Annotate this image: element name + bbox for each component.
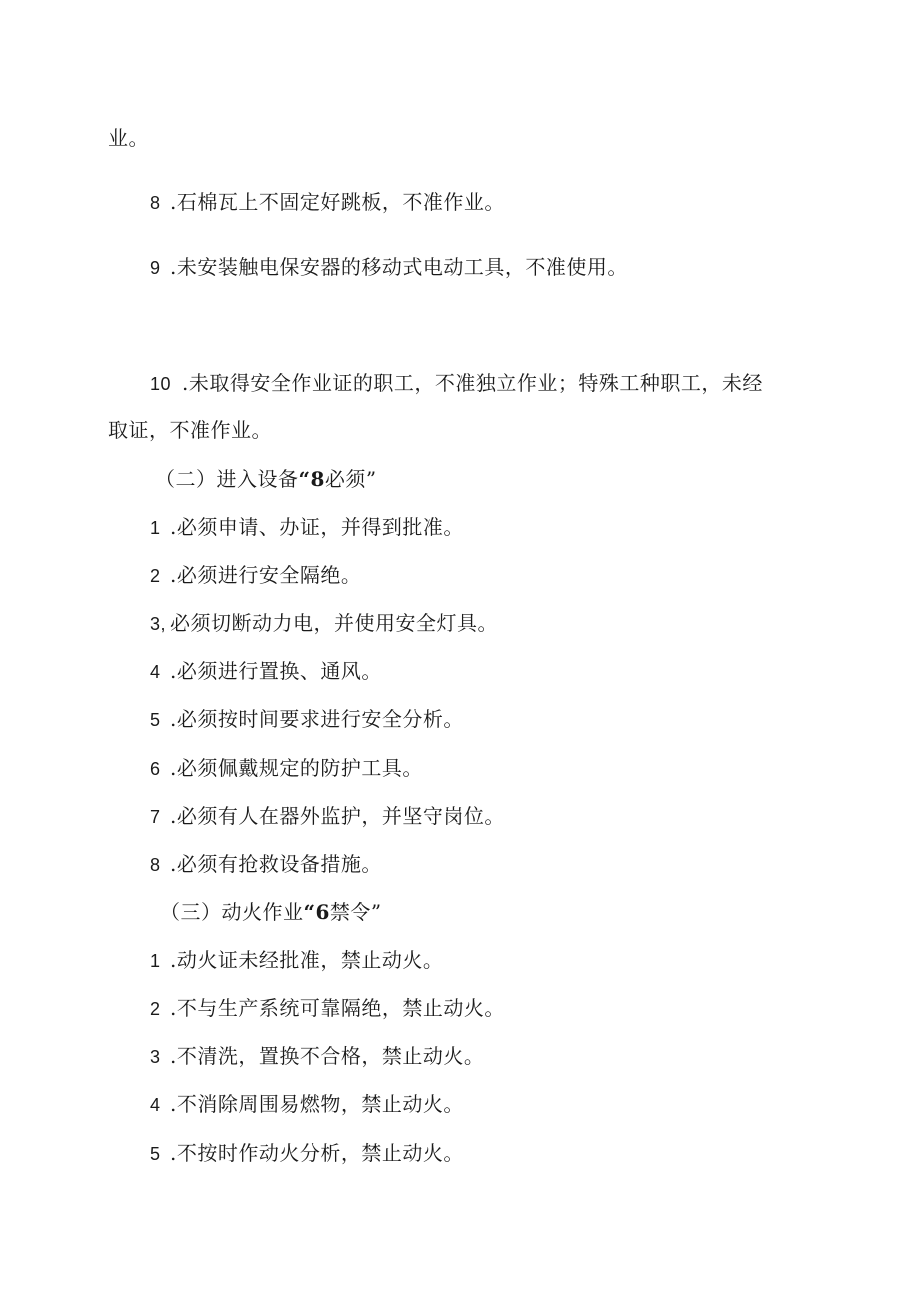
- item-number: 1: [150, 518, 161, 538]
- item-text: .未安装触电保安器的移动式电动工具，不准使用。: [170, 255, 628, 279]
- ban-item-4: [150, 1090, 464, 1119]
- heading-bold: “8: [298, 467, 325, 491]
- ban-item-3: [150, 1042, 484, 1071]
- item-number: 4: [150, 1095, 161, 1115]
- item-number: 3: [150, 1047, 161, 1067]
- heading-text-end: 必须”: [324, 467, 377, 491]
- heading-text: （三）动火作业: [160, 900, 304, 924]
- heading-bold: “6: [303, 900, 330, 924]
- item-text: .动火证未经批准，禁止动火。: [170, 948, 444, 972]
- item-number: 4: [150, 662, 161, 682]
- item-text: .必须进行置换、通风。: [170, 659, 382, 683]
- must-item-4: [150, 657, 382, 686]
- item-text: 必须切断动力电，并使用安全灯具。: [170, 611, 498, 635]
- item-number: 3,: [150, 614, 167, 634]
- heading-text: （二）进入设备: [155, 467, 299, 491]
- section-heading-equipment-entry: [155, 465, 377, 493]
- item-number: 1: [150, 951, 161, 971]
- rule-item-10: [150, 369, 763, 398]
- item-text: .必须佩戴规定的防护工具。: [170, 756, 423, 780]
- ban-item-2: [150, 994, 505, 1023]
- item-text: .必须申请、办证，并得到批准。: [170, 515, 464, 539]
- ban-item-1: [150, 946, 443, 975]
- rule-item-8: [150, 188, 505, 217]
- heading-text-end: 禁令”: [329, 900, 382, 924]
- must-item-6: [150, 754, 423, 783]
- must-item-1: [150, 513, 464, 542]
- rule-item-9: [150, 253, 628, 282]
- item-text: .必须按时间要求进行安全分析。: [170, 707, 464, 731]
- item-text: .不清洗，置换不合格，禁止动火。: [170, 1044, 485, 1068]
- paragraph-continuation: [108, 416, 272, 444]
- paragraph-continuation: [108, 124, 149, 152]
- item-text: .必须有人在器外监护，并坚守岗位。: [170, 804, 505, 828]
- item-number: 9: [150, 258, 161, 278]
- line-text: 取证，不准作业。: [108, 418, 272, 442]
- line-text: 业。: [108, 126, 149, 150]
- item-text: .不与生产系统可靠隔绝，禁止动火。: [170, 996, 505, 1020]
- item-number: 5: [150, 1144, 161, 1164]
- must-item-3: [150, 609, 498, 638]
- item-text: .不按时作动火分析，禁止动火。: [170, 1141, 464, 1165]
- item-text: .石棉瓦上不固定好跳板，不准作业。: [170, 190, 505, 214]
- must-item-7: [150, 802, 505, 831]
- item-number: 2: [150, 999, 161, 1019]
- item-number: 2: [150, 566, 161, 586]
- must-item-8: [150, 850, 382, 879]
- item-number: 8: [150, 193, 161, 213]
- item-number: 10: [150, 374, 172, 394]
- item-number: 5: [150, 710, 161, 730]
- item-text: .不消除周围易燃物，禁止动火。: [170, 1092, 464, 1116]
- item-text: .未取得安全作业证的职工，不准独立作业；特殊工种职工，未经: [182, 371, 763, 395]
- item-number: 6: [150, 759, 161, 779]
- item-text: .必须有抢救设备措施。: [170, 852, 382, 876]
- item-text: .必须进行安全隔绝。: [170, 563, 362, 587]
- must-item-2: [150, 561, 361, 590]
- item-number: 7: [150, 807, 161, 827]
- item-number: 8: [150, 855, 161, 875]
- must-item-5: [150, 705, 464, 734]
- section-heading-hot-work: [160, 898, 382, 926]
- ban-item-5: [150, 1139, 464, 1168]
